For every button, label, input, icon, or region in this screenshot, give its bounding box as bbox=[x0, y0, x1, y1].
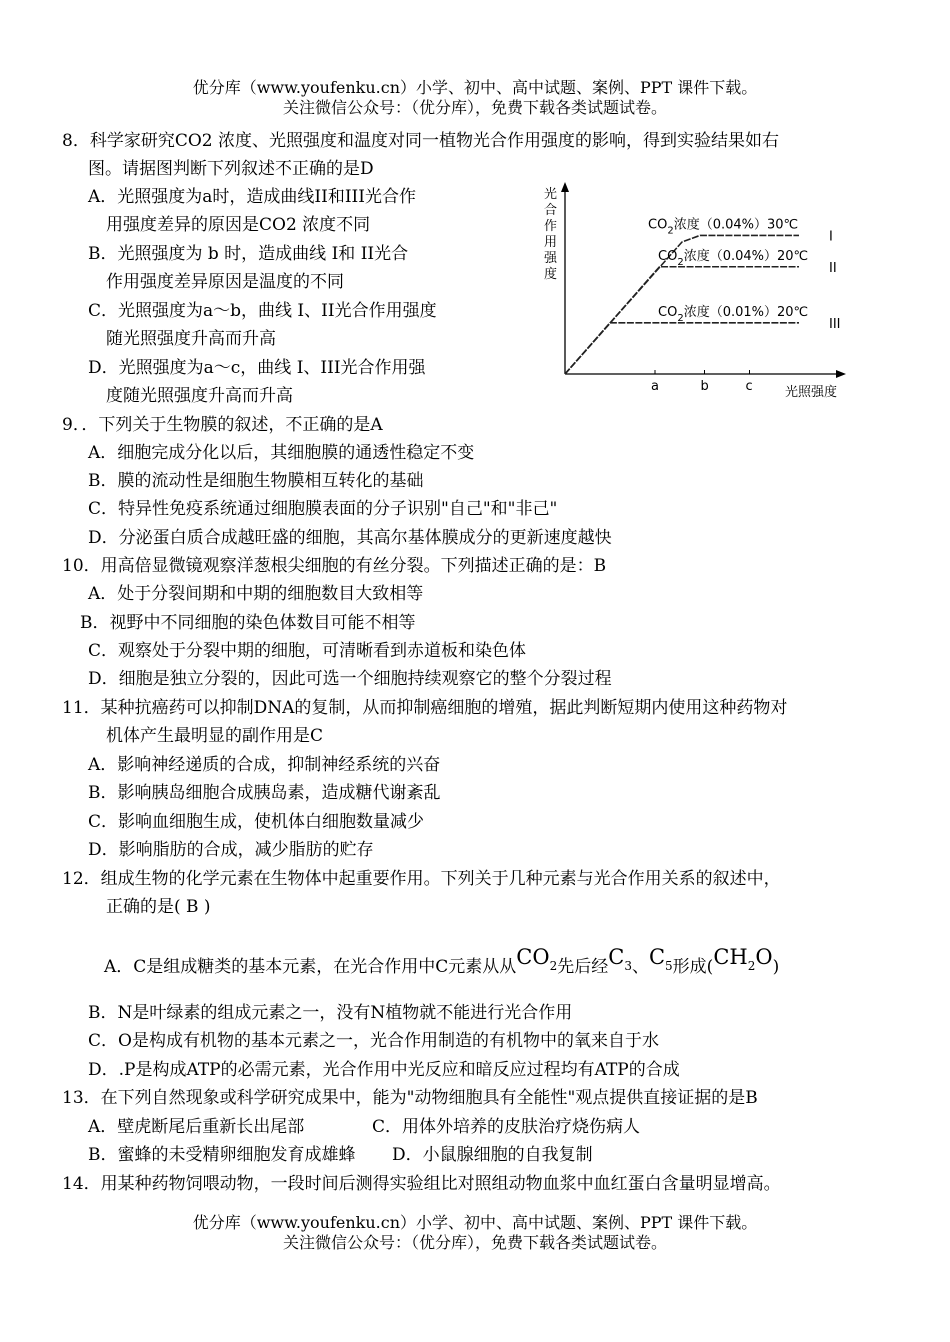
q13-option-c: C．用体外培养的皮肤治疗烧伤病人 bbox=[372, 1117, 641, 1137]
series-label-1: $CO_2$浓度（0.04%）30℃ bbox=[648, 217, 799, 237]
ch2o-formula-ch: CH bbox=[713, 945, 748, 969]
q8-option-a-line-2: 用强度差异的原因是CO2 浓度不同 bbox=[106, 215, 371, 235]
q8-stem-line-1: 8．科学家研究CO2 浓度、光照强度和温度对同一植物光合作用强度的影响，得到实验结果如右 bbox=[62, 131, 779, 151]
c5-subscript: 5 bbox=[665, 959, 673, 973]
q10-stem: 10．用高倍显微镜观察洋葱根尖细胞的有丝分裂。下列描述正确的是：B bbox=[62, 556, 607, 576]
series-roman-label-3: III bbox=[829, 316, 841, 332]
x-tick-label-a: a bbox=[651, 379, 659, 394]
series-roman-label-1: I bbox=[829, 229, 833, 245]
q11-option-d: D．影响脂肪的合成，减少脂肪的贮存 bbox=[88, 840, 374, 860]
page-footer bbox=[0, 1213, 950, 1253]
q12-option-b: B．N是叶绿素的组成元素之一，没有N植物就不能进行光合作用 bbox=[88, 1003, 573, 1023]
q9-option-b: B．膜的流动性是细胞生物膜相互转化的基础 bbox=[88, 471, 424, 491]
q11-option-c: C．影响血细胞生成，使机体白细胞数量减少 bbox=[88, 812, 425, 832]
q12-stem-line-2: 正确的是( B ) bbox=[106, 897, 211, 917]
photosynthesis-chart bbox=[530, 178, 860, 410]
q12-option-d: D．.P是构成ATP的必需元素，光合作用中光反应和暗反应过程均有ATP的合成 bbox=[88, 1060, 680, 1080]
q8-option-c-line-1: C．光照强度为a～b，曲线 I、II光合作用强度 bbox=[88, 301, 437, 321]
chart-ylabel-char: 光 bbox=[544, 187, 558, 202]
footer-line-1: 优分库（www.youfenku.cn）小学、初中、高中试题、案例、PPT 课件下载。 bbox=[192, 1213, 758, 1232]
q9-stem: 9．．下列关于生物膜的叙述，不正确的是A bbox=[62, 415, 383, 435]
c5-formula: C bbox=[648, 945, 666, 969]
chart-ylabel-char: 合 bbox=[544, 203, 558, 218]
q10-option-b: B．视野中不同细胞的染色体数目可能不相等 bbox=[80, 613, 416, 633]
q12-a-text-2: 先后经 bbox=[557, 957, 609, 977]
header-line-1: 优分库（www.youfenku.cn）小学、初中、高中试题、案例、PPT 课件下载。 bbox=[192, 78, 758, 97]
c3-formula: C bbox=[608, 945, 625, 969]
series-label-3: $CO_2$浓度（0.01%）20℃ bbox=[658, 304, 809, 324]
q10-option-d: D．细胞是独立分裂的，因此可选一个细胞持续观察它的整个分裂过程 bbox=[88, 669, 612, 689]
q13-option-b: B．蜜蜂的未受精卵细胞发育成雄蜂 bbox=[88, 1145, 356, 1165]
y-axis-arrow bbox=[561, 182, 569, 192]
q13-stem: 13．在下列自然现象或科学研究成果中，能为"动物细胞具有全能性"观点提供直接证据的是B bbox=[62, 1088, 758, 1108]
q8-option-c-line-2: 随光照强度升高而升高 bbox=[106, 329, 276, 349]
q12-option-a bbox=[104, 945, 780, 992]
q11-option-a: A．影响神经递质的合成，抑制神经系统的兴奋 bbox=[88, 755, 441, 775]
page-header bbox=[0, 78, 950, 118]
q10-option-c: C．观察处于分裂中期的细胞，可清晰看到赤道板和染色体 bbox=[88, 641, 527, 661]
series-roman-label-2: II bbox=[829, 260, 837, 276]
x-tick-label-c: c bbox=[745, 379, 753, 394]
q12-a-text-1: A．C是组成糖类的基本元素，在光合作用中C元素从从 bbox=[104, 957, 517, 977]
c3-subscript: 3 bbox=[624, 959, 632, 973]
series-line-3 bbox=[565, 323, 799, 374]
chart-ylabel bbox=[544, 186, 558, 282]
chart-ylabel-char: 用 bbox=[544, 235, 558, 250]
chart-ylabel-char: 度 bbox=[544, 267, 558, 282]
ch2o-subscript: 2 bbox=[747, 959, 756, 973]
x-axis-arrow bbox=[836, 370, 846, 378]
chart-ylabel-char: 作 bbox=[544, 219, 558, 234]
q12-a-close: ) bbox=[772, 957, 780, 977]
q9-option-d: D．分泌蛋白质合成越旺盛的细胞，其高尔基体膜成分的更新速度越快 bbox=[88, 528, 612, 548]
chart-ylabel-char: 强 bbox=[544, 251, 558, 266]
q12-option-c: C．O是构成有机物的基本元素之一，光合作用制造的有机物中的氧来自于水 bbox=[88, 1031, 659, 1051]
co2-formula: CO bbox=[516, 945, 550, 969]
q8-option-d-line-1: D．光照强度为a～c，曲线 I、III光合作用强 bbox=[88, 358, 426, 378]
q11-stem-line-2: 机体产生最明显的副作用是C bbox=[106, 726, 324, 746]
q8-option-b-line-1: B．光照强度为 b 时，造成曲线 I和 II光合 bbox=[88, 244, 409, 264]
q14-stem: 14．用某种药物饲喂动物，一段时间后测得实验组比对照组动物血浆中血红蛋白含量明显增高。 bbox=[62, 1174, 781, 1194]
q8-option-d-line-2: 度随光照强度升高而升高 bbox=[106, 386, 293, 406]
q8-option-a-line-1: A．光照强度为a时，造成曲线II和III光合作 bbox=[88, 187, 416, 207]
chart-xlabel: 光照强度 bbox=[785, 385, 838, 400]
co2-subscript: 2 bbox=[549, 959, 558, 973]
header-line-2: 关注微信公众号：（优分库），免费下载各类试题试卷。 bbox=[282, 98, 667, 117]
q11-option-b: B．影响胰岛细胞合成胰岛素，造成糖代谢紊乱 bbox=[88, 783, 441, 803]
series-label-2: $CO_2$浓度（0.04%）20℃ bbox=[658, 248, 809, 268]
q12-a-separator: 、 bbox=[631, 957, 649, 977]
q13-option-a: A．壁虎断尾后重新长出尾部 bbox=[88, 1117, 305, 1137]
footer-line-2: 关注微信公众号：（优分库），免费下载各类试题试卷。 bbox=[282, 1233, 667, 1252]
q8-option-b-line-2: 作用强度差异原因是温度的不同 bbox=[106, 272, 344, 292]
q8-stem-line-2: 图。请据图判断下列叙述不正确的是D bbox=[88, 159, 374, 179]
q12-a-text-3: 形成( bbox=[672, 957, 714, 977]
q10-option-a: A．处于分裂间期和中期的细胞数目大致相等 bbox=[88, 584, 424, 604]
q9-option-c: C．特异性免疫系统通过细胞膜表面的分子识别"自己"和"非己" bbox=[88, 499, 558, 519]
q13-option-d: D．小鼠腺细胞的自我复制 bbox=[392, 1145, 593, 1165]
ch2o-formula-o: O bbox=[755, 945, 773, 969]
q12-stem-line-1: 12．组成生物的化学元素在生物体中起重要作用。下列关于几种元素与光合作用关系的叙述中， bbox=[62, 869, 781, 889]
q11-stem-line-1: 11．某种抗癌药可以抑制DNA的复制，从而抑制癌细胞的增殖，据此判断短期内使用这种药物对 bbox=[62, 698, 788, 718]
x-tick-label-b: b bbox=[700, 379, 709, 394]
q9-option-a: A．细胞完成分化以后，其细胞膜的通透性稳定不变 bbox=[88, 443, 475, 463]
